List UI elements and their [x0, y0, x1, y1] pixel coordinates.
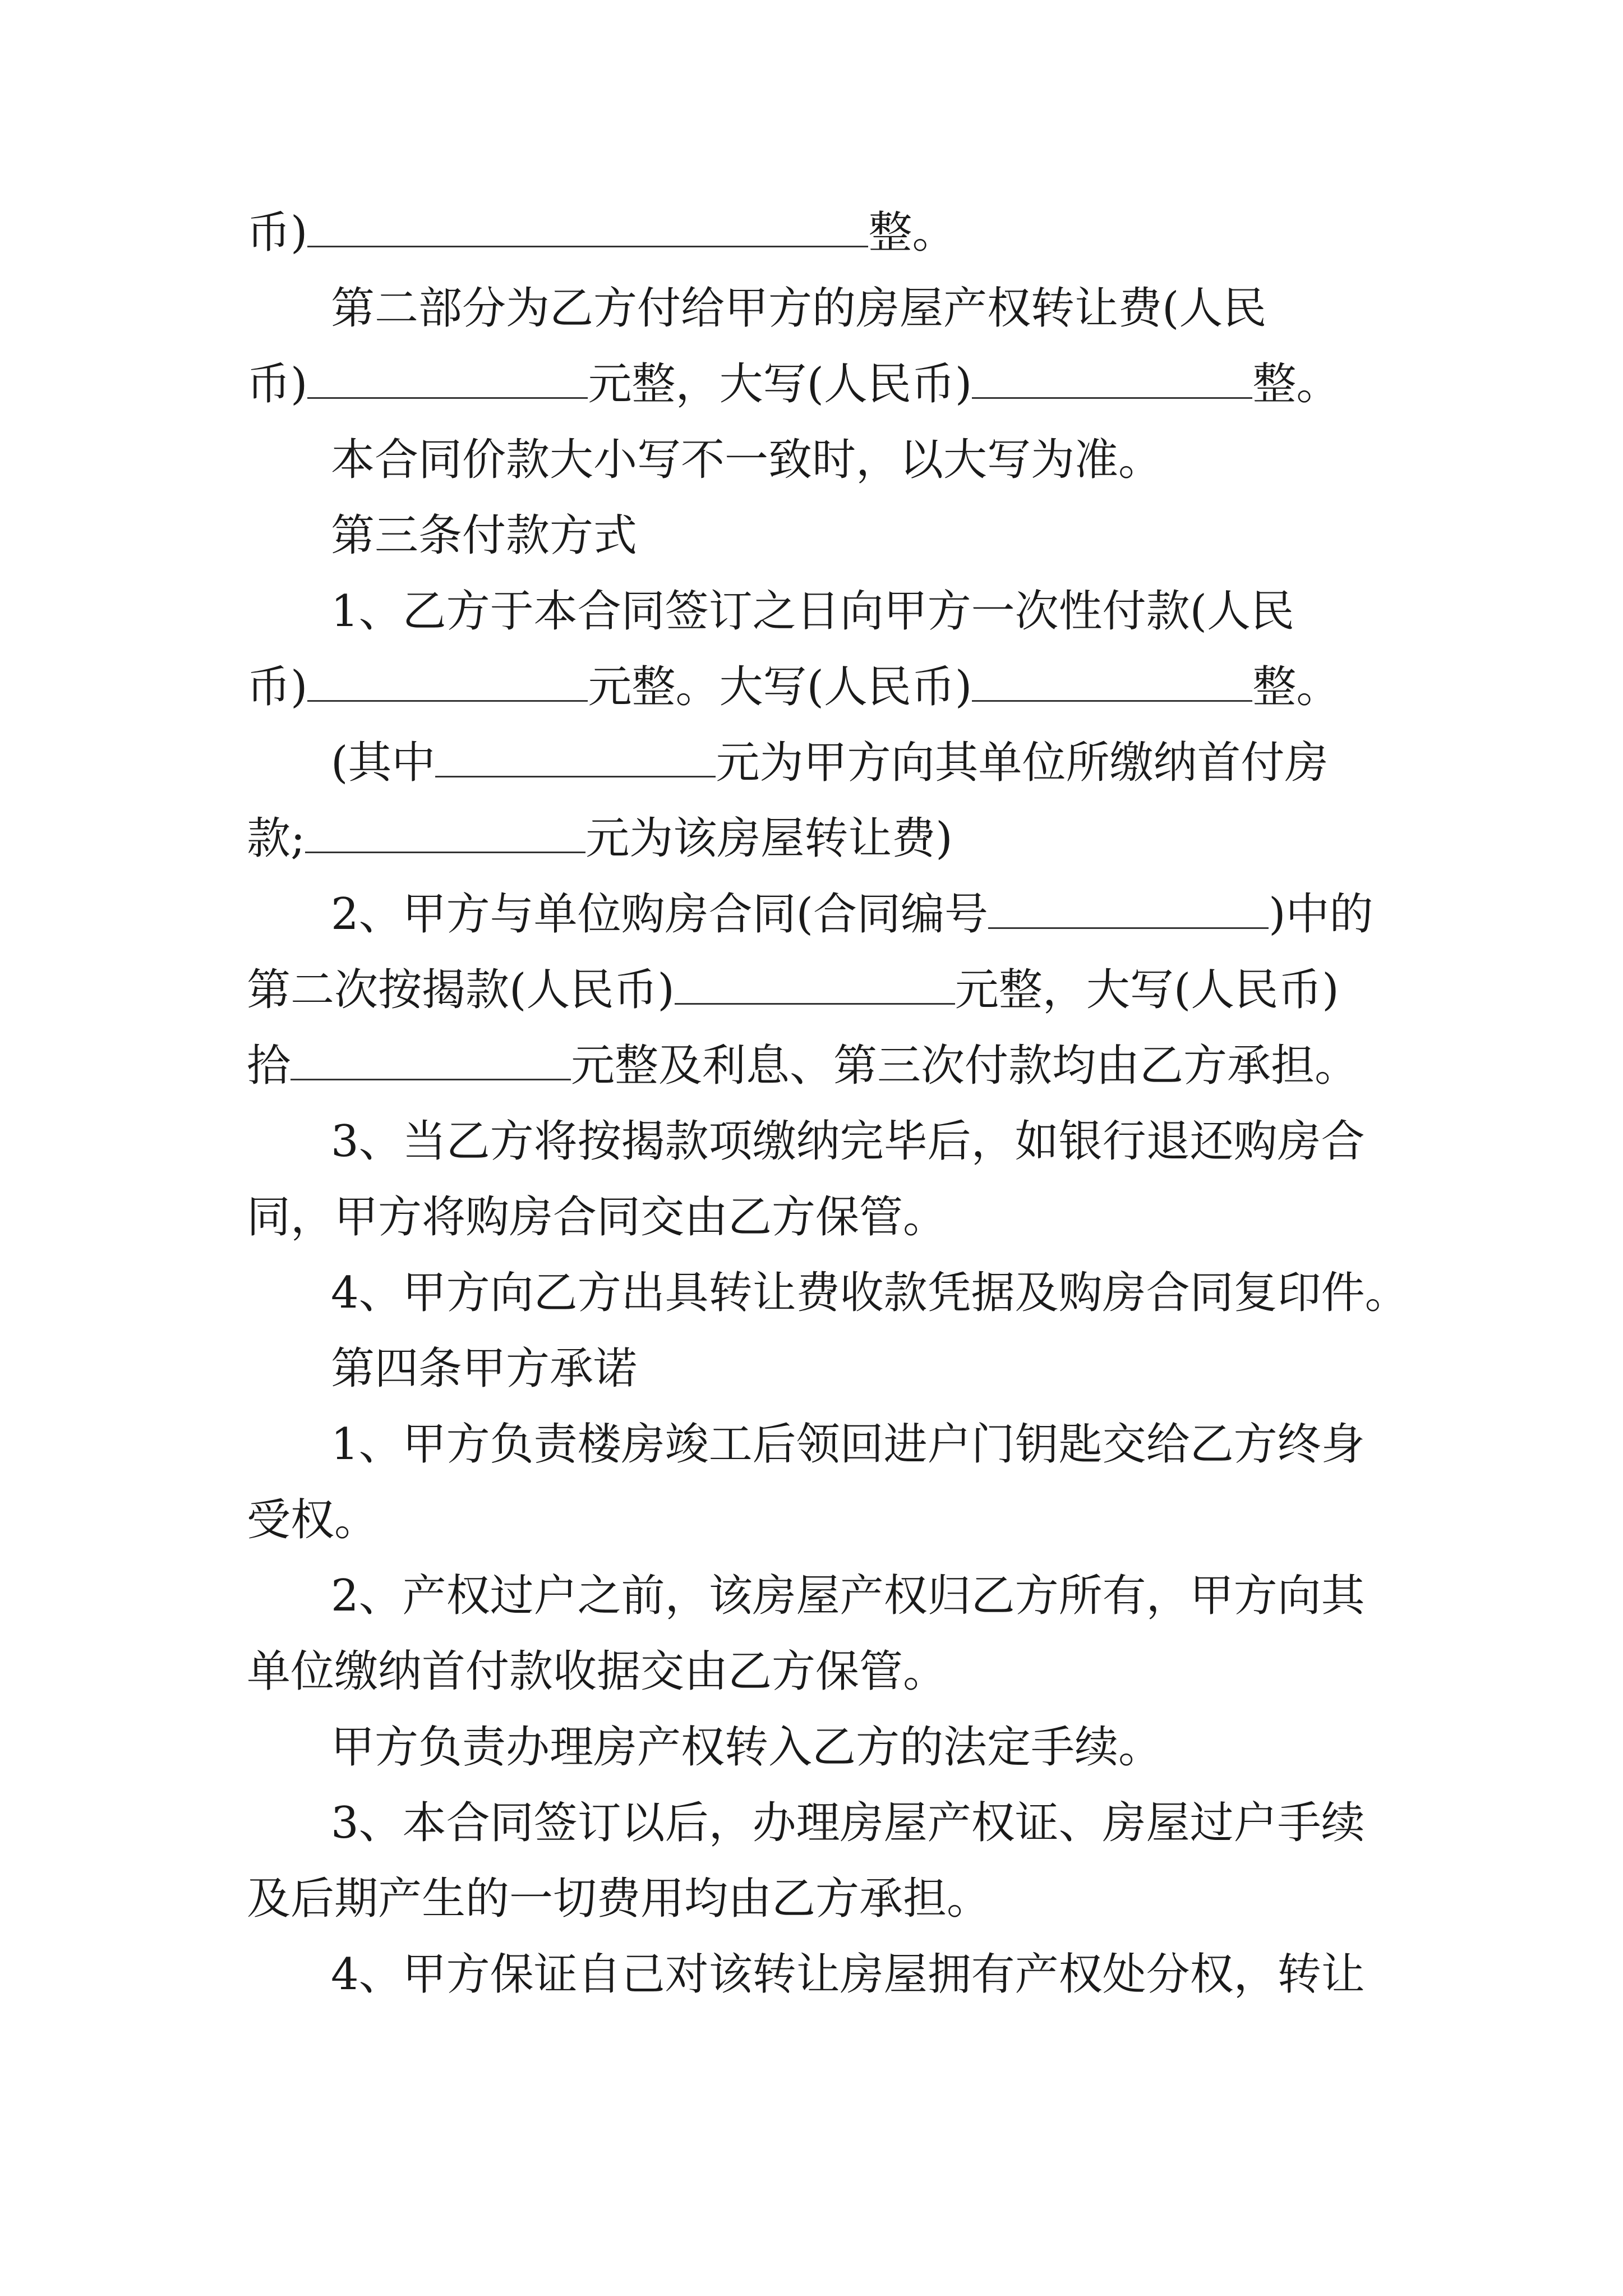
- text-line-20: 单位缴纳首付款收据交由乙方保管。: [247, 1646, 947, 1697]
- text-line-3: 币) 元整，大写(人民币) 整。: [247, 353, 1340, 415]
- text-line-23: 及后期产生的一切费用均由乙方承担。: [247, 1874, 991, 1924]
- fill-blank: [972, 357, 1252, 399]
- text-line-18: 受权。: [247, 1495, 379, 1545]
- text-line-24: 4、甲方保证自己对该转让房屋拥有产权处分权，转让: [331, 1949, 1365, 2000]
- text-line-19: 2、产权过户之前，该房屋产权归乙方所有，甲方向其: [331, 1571, 1365, 1621]
- fill-blank: [307, 357, 588, 399]
- text-line-8: (其中 元为甲方向其单位所缴纳首付房: [331, 732, 1328, 794]
- text-line-22: 3、本合同签订以后，办理房屋产权证、房屋过户手续: [331, 1798, 1365, 1848]
- text-line-7: 币) 元整。大写(人民币) 整。: [247, 656, 1340, 718]
- text-line-9: 款; 元为该房屋转让费): [247, 808, 953, 869]
- text-line-10: 2、甲方与单位购房合同(合同编号 )中的: [331, 884, 1373, 945]
- fill-blank: [307, 205, 868, 247]
- fill-blank: [305, 811, 585, 853]
- text-line-17: 1、甲方负责楼房竣工后领回进户门钥匙交给乙方终身: [331, 1419, 1365, 1470]
- text-line-12: 拾 元整及利息、第三次付款均由乙方承担。: [247, 1035, 1358, 1097]
- fill-blank: [972, 660, 1252, 702]
- text-line-1: 币) 整。: [247, 202, 956, 264]
- fill-blank: [675, 963, 955, 1005]
- text-line-2: 第二部分为乙方付给甲方的房屋产权转让费(人民: [331, 283, 1267, 334]
- fill-blank: [307, 660, 588, 702]
- section-heading-article-3: 第三条付款方式: [331, 510, 638, 561]
- text-line-4: 本合同价款大小写不一致时，以大写为准。: [331, 435, 1163, 485]
- fill-blank: [291, 1038, 571, 1080]
- fill-blank: [988, 887, 1269, 929]
- text-line-11: 第二次按揭款(人民币) 元整，大写(人民币): [247, 959, 1339, 1021]
- text-line-15: 4、甲方向乙方出具转让费收款凭据及购房合同复印件。: [331, 1268, 1409, 1318]
- section-heading-article-4: 第四条甲方承诺: [331, 1343, 638, 1394]
- text-line-14: 同，甲方将购房合同交由乙方保管。: [247, 1192, 947, 1243]
- text-line-21: 甲方负责办理房产权转入乙方的法定手续。: [331, 1722, 1163, 1773]
- text-line-6: 1、乙方于本合同签订之日向甲方一次性付款(人民: [331, 586, 1295, 637]
- fill-blank: [435, 735, 716, 777]
- text-line-13: 3、当乙方将按揭款项缴纳完毕后，如银行退还购房合: [331, 1116, 1365, 1167]
